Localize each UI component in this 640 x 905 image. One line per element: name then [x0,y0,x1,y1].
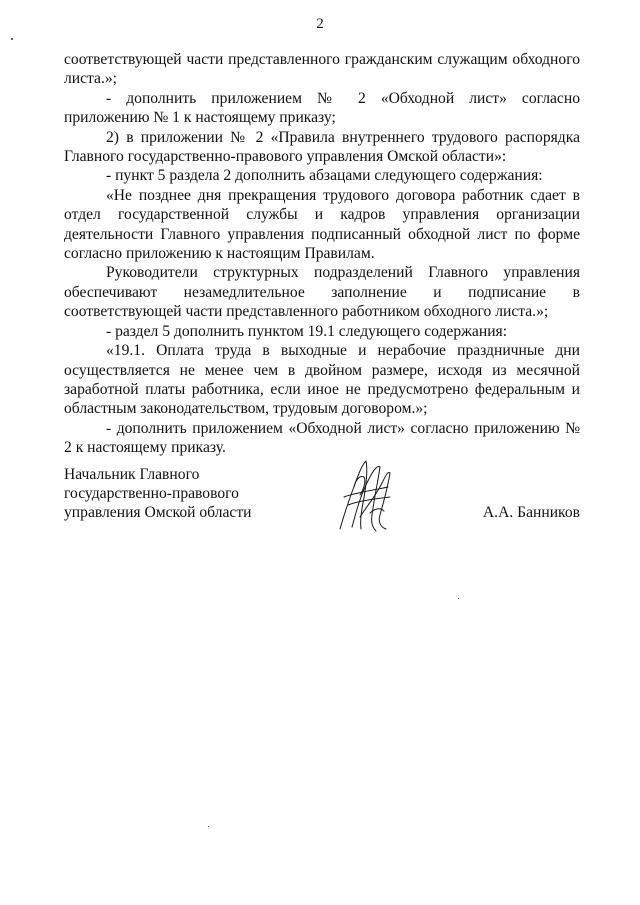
paragraph: Руководители структурных подразделений Главного управления обеспечивают незамедлительное заполнение и подписание в соответствующей части представленного работником обходного листа.»; [64,264,580,321]
document-body [64,50,580,458]
signatory-title [64,465,251,522]
signatory-title-line: государственно-правового [64,485,239,502]
paragraph: - пункт 5 раздела 2 дополнить абзацами следующего содержания: [106,167,543,185]
signatory-title-line: управления Омской области [64,504,252,521]
paragraph: «Не позднее дня прекращения трудового договора работник сдает в отдел государственной службы и кадров управления организации деятельности Главного управления подписанный обходной лист по форме согласно приложению к настоящим Правилам. [64,186,580,263]
paragraph: - раздел 5 дополнить пунктом 19.1 следующего содержания: [106,322,508,340]
paragraph: соответствующей части представленного гражданским служащим обходного листа.»; [64,51,580,88]
paragraph: - дополнить приложением № 2 «Обходной лист» согласно приложению № 1 к настоящему приказу; [64,89,580,127]
scan-speck [208,826,209,827]
paragraph: 2) в приложении № 2 «Правила внутреннего трудового распорядка Главного государственно-правового управления Омской области»: [64,128,580,166]
paragraph: - дополнить приложением «Обходной лист» согласно приложению № 2 к настоящему приказу. [64,419,580,457]
paragraph: «19.1. Оплата труда в выходные и нерабочие праздничные дни осуществляется не менее чем в двойном размере, исходя из месячной заработной платы работника, если иное не предусмотрено федеральным и областным законодательством, трудовым договором.»; [64,342,580,418]
signatory-title-line: Начальник Главного [64,466,200,483]
signatory-name: А.А. Банников [482,504,580,521]
scan-speck [11,38,13,40]
page-number: 2 [316,16,324,32]
handwritten-signature-icon [330,457,402,535]
signature-block [64,465,580,545]
scan-speck [458,598,459,599]
